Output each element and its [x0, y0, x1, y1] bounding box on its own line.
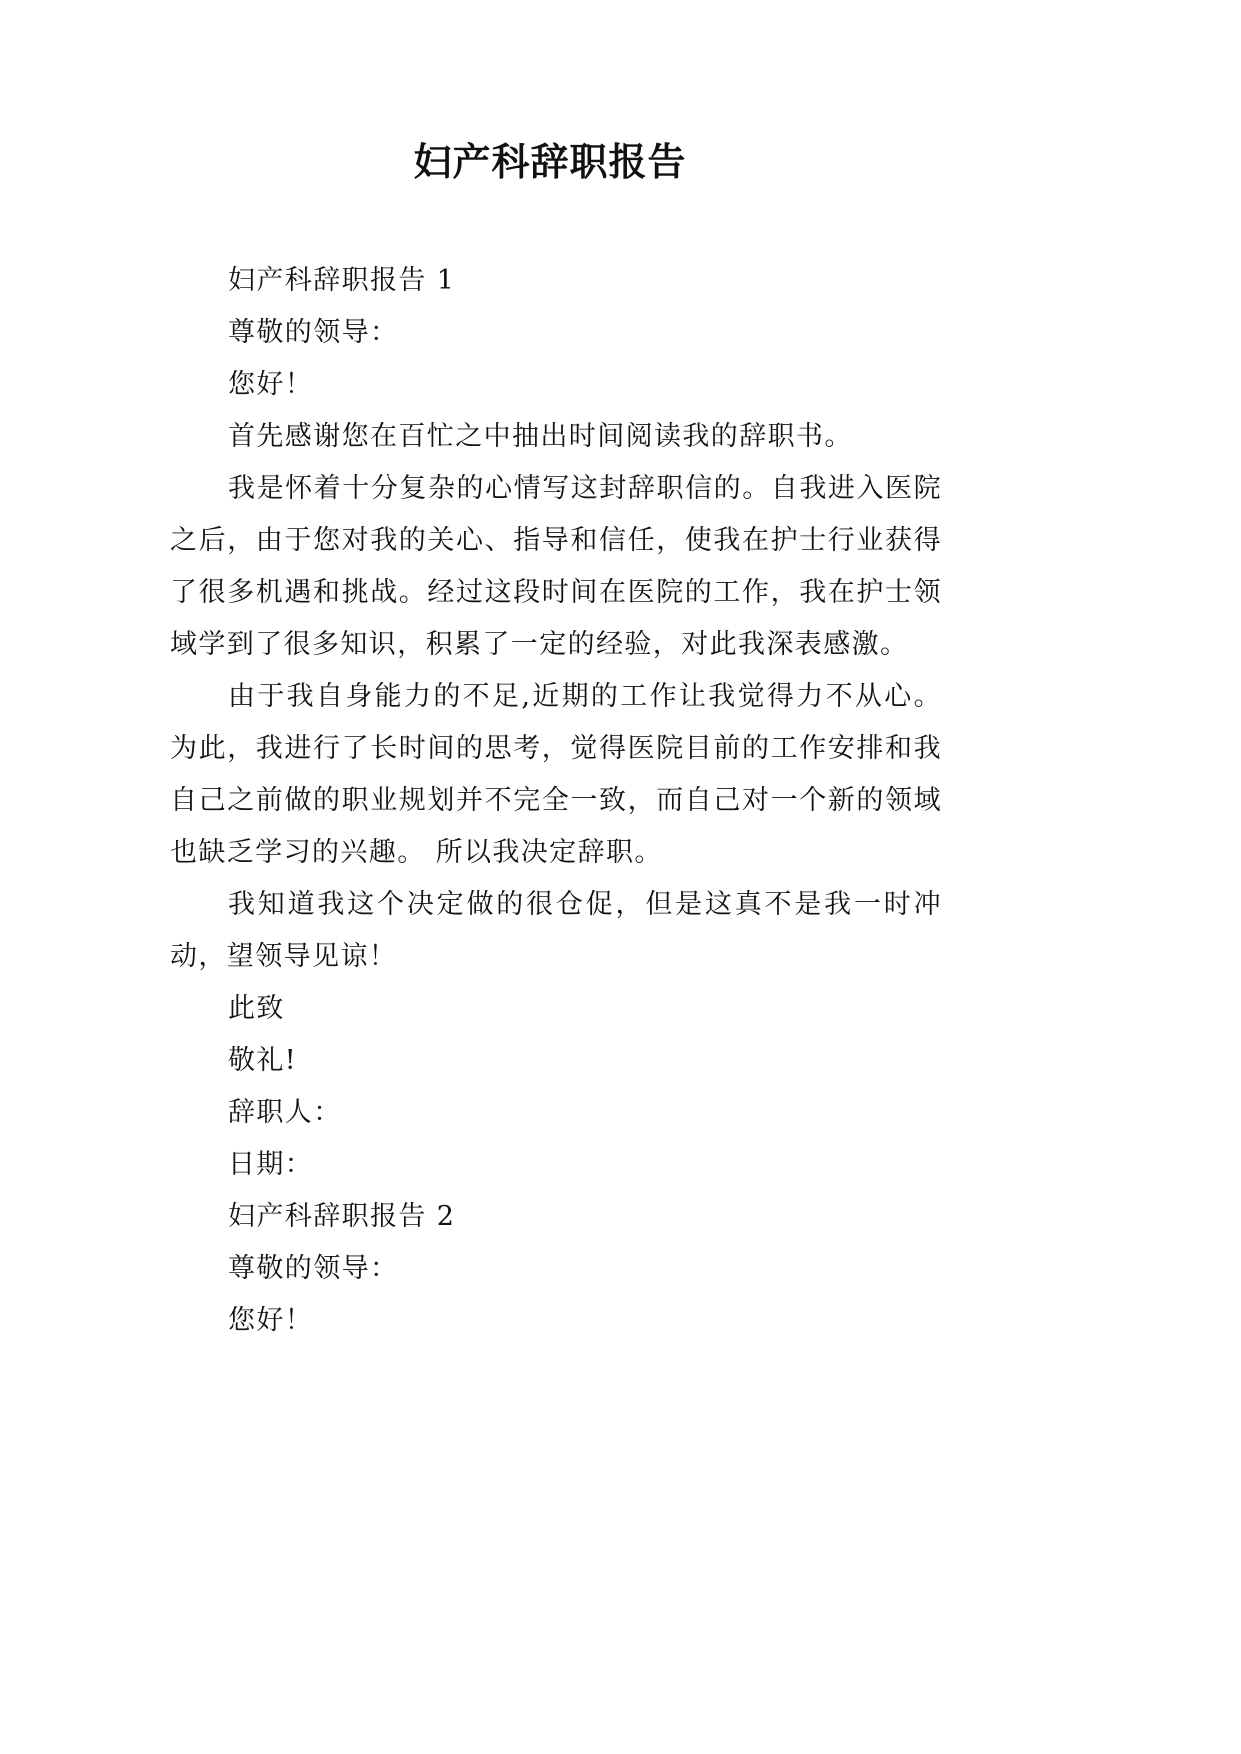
greeting: 您好！: [228, 1305, 314, 1336]
body-paragraph: 由于我自身能力的不足,近期的工作让我觉得力不从心。为此，我进行了长时间的思考，觉得医院目前的工作安排和我自己之前做的职业规划并不完全一致，而自己对一个新的领域也缺乏学习的兴趣。 所以我决定辞职。: [170, 681, 942, 868]
closing-salute: 敬礼!: [228, 1045, 298, 1076]
signer-line: 辞职人：: [228, 1097, 342, 1128]
document-body: [170, 255, 942, 1347]
salutation: 尊敬的领导：: [228, 317, 399, 348]
section-heading-2: 妇产科辞职报告 2: [228, 1201, 456, 1232]
body-paragraph: 我是怀着十分复杂的心情写这封辞职信的。自我进入医院之后，由于您对我的关心、指导和信任，使我在护士行业获得了很多机遇和挑战。经过这段时间在医院的工作，我在护士领域学到了很多知识，积累了一定的经验，对此我深表感激。: [170, 473, 942, 660]
salutation: 尊敬的领导：: [228, 1253, 399, 1284]
body-paragraph: 我知道我这个决定做的很仓促，但是这真不是我一时冲动，望领导见谅！: [170, 889, 942, 972]
closing-line: 此致: [228, 993, 285, 1024]
section-heading-1: 妇产科辞职报告 1: [228, 265, 456, 296]
body-paragraph: 首先感谢您在百忙之中抽出时间阅读我的辞职书。: [228, 421, 853, 452]
greeting: 您好！: [228, 369, 314, 400]
date-line: 日期：: [228, 1149, 314, 1180]
document-title: 妇产科辞职报告: [413, 140, 687, 184]
